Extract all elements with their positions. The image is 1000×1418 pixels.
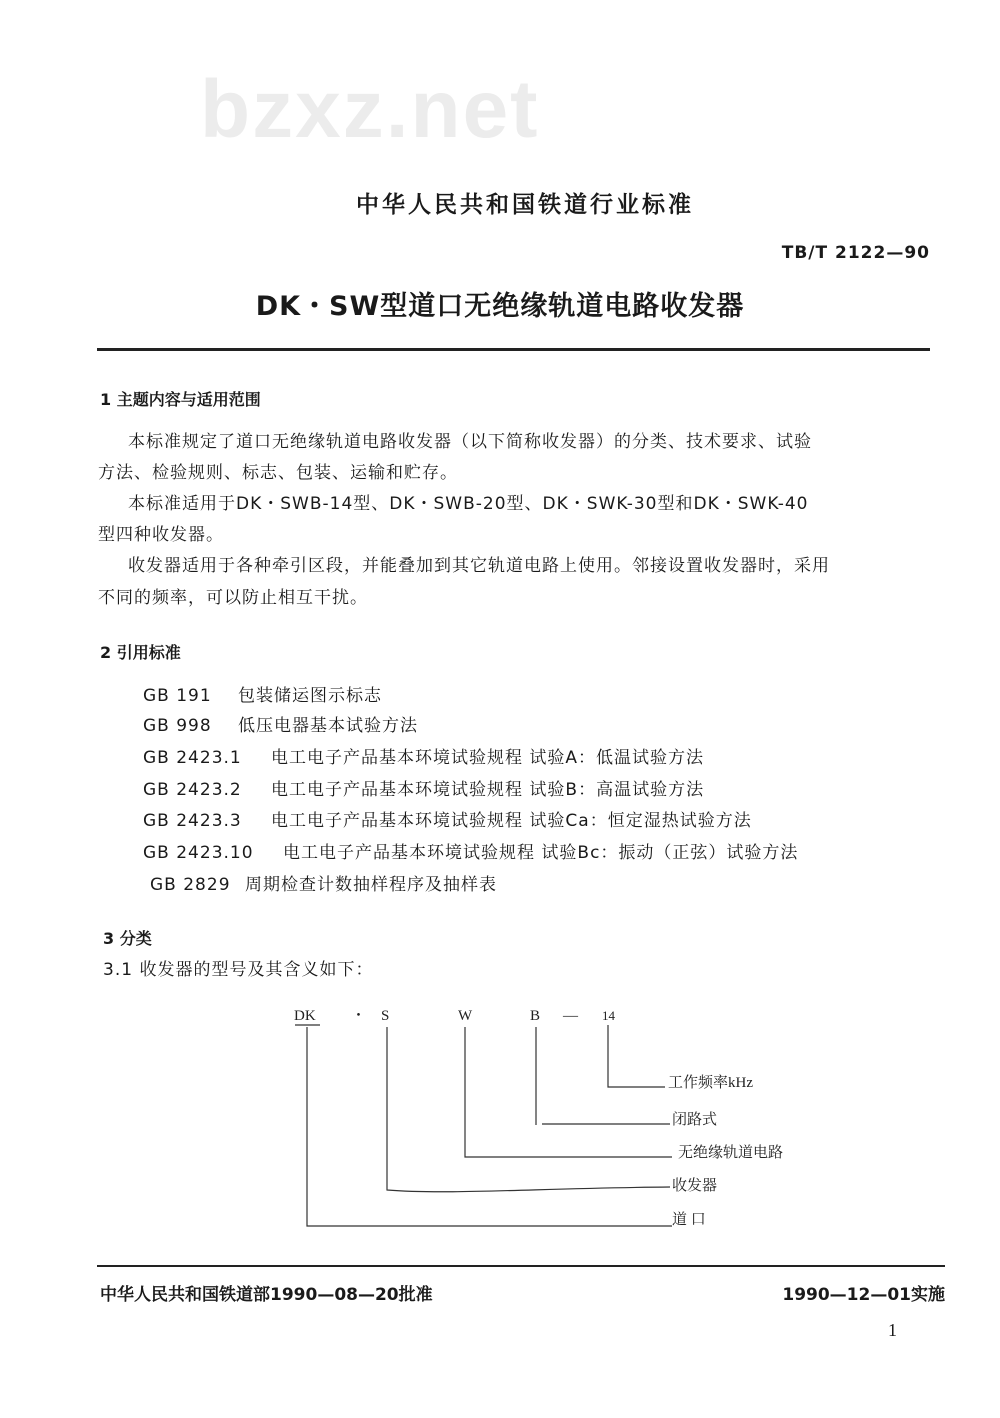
- title-rule: [97, 348, 930, 351]
- paragraph-line: 本标准规定了道口无绝缘轨道电路收发器（以下简称收发器）的分类、技术要求、试验: [128, 432, 812, 452]
- label-frequency: 工作频率kHz: [668, 1075, 753, 1091]
- reference-item: [143, 775, 704, 800]
- watermark: bzxz.net: [200, 64, 540, 155]
- ref-title: 周期检查计数抽样程序及抽样表: [245, 875, 497, 895]
- reference-item: [143, 711, 418, 736]
- implementation-date: 1990—12—01实施: [782, 1285, 945, 1305]
- part-14: 14: [602, 1008, 615, 1023]
- ref-code: GB 2423.1: [143, 748, 242, 768]
- part-dash: —: [563, 1008, 578, 1024]
- label-transceiver: 收发器: [672, 1178, 718, 1194]
- section-1-heading: 1 主题内容与适用范围: [100, 390, 261, 409]
- part-b: B: [530, 1008, 541, 1024]
- paragraph-line: 型四种收发器。: [98, 525, 224, 545]
- part-s: S: [381, 1008, 390, 1024]
- ref-code: GB 2423.2: [143, 780, 242, 800]
- paragraph-line: 本标准适用于DK・SWB-14型、DK・SWB-20型、DK・SWK-30型和DK・SWK-40: [128, 494, 809, 514]
- standard-code: TB/T 2122—90: [781, 243, 930, 263]
- reference-item: [143, 681, 382, 706]
- ref-code: GB 2829: [150, 875, 231, 895]
- ref-title: 电工电子产品基本环境试验规程 试验A：低温试验方法: [271, 748, 705, 768]
- paragraph-line: 方法、检验规则、标志、包装、运输和贮存。: [98, 463, 458, 483]
- reference-item: [150, 870, 497, 895]
- issuing-header: 中华人民共和国铁道行业标准: [356, 192, 694, 218]
- ref-code: GB 2423.10: [143, 843, 254, 863]
- part-w: W: [458, 1008, 473, 1024]
- ref-title: 电工电子产品基本环境试验规程 试验Bc：振动（正弦）试验方法: [283, 843, 799, 863]
- section-2-heading: 2 引用标准: [100, 643, 181, 662]
- reference-item: [143, 743, 704, 768]
- ref-title: 电工电子产品基本环境试验规程 试验B：高温试验方法: [271, 780, 705, 800]
- ref-code: GB 2423.3: [143, 811, 242, 831]
- model-code-diagram: [280, 1000, 820, 1240]
- label-level-crossing: 道 口: [672, 1212, 706, 1228]
- approval-line: 中华人民共和国铁道部1990—08—20批准: [100, 1285, 433, 1305]
- section-3-1: 3.1 收发器的型号及其含义如下：: [103, 960, 374, 980]
- footer-rule: [97, 1265, 945, 1267]
- paragraph-line: 不同的频率，可以防止相互干扰。: [98, 588, 368, 608]
- part-dk: DK: [294, 1008, 316, 1024]
- ref-code: GB 191: [143, 686, 212, 706]
- document-title: DK・SW型道口无绝缘轨道电路收发器: [255, 291, 745, 322]
- section-3-heading: 3 分类: [103, 929, 152, 948]
- paragraph-line: 收发器适用于各种牵引区段，并能叠加到其它轨道电路上使用。邻接设置收发器时，采用: [128, 556, 830, 576]
- part-dot: ・: [351, 1008, 367, 1024]
- reference-item: [143, 838, 798, 863]
- page-number: 1: [888, 1320, 897, 1340]
- ref-code: GB 998: [143, 716, 212, 736]
- ref-title: 电工电子产品基本环境试验规程 试验Ca：恒定湿热试验方法: [271, 811, 752, 831]
- ref-title: 包装储运图示标志: [238, 686, 382, 706]
- ref-title: 低压电器基本试验方法: [238, 716, 418, 736]
- label-closed-circuit: 闭路式: [672, 1112, 718, 1128]
- reference-item: [143, 806, 752, 831]
- label-jointless-track-circuit: 无绝缘轨道电路: [678, 1145, 784, 1161]
